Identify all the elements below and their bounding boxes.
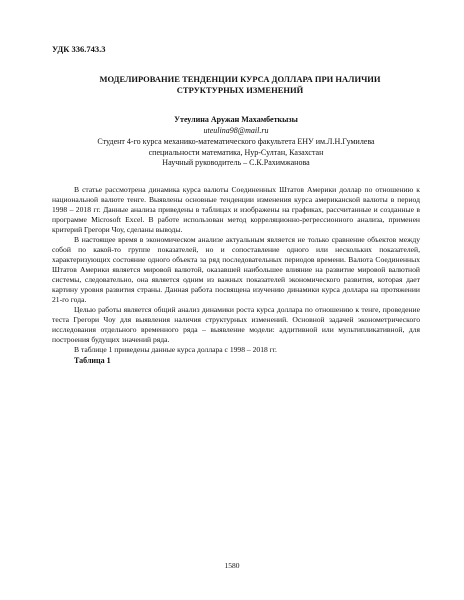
title-line-2: СТРУКТУРНЫХ ИЗМЕНЕНИЙ: [176, 84, 304, 95]
author-name: Утеулина Аружан Махамбеткызы: [174, 115, 298, 125]
udk-code: УДК 336.743.3: [52, 44, 106, 54]
author-affiliation-2: специальности математика, Нур-Султан, Казахстан: [148, 147, 324, 157]
paragraph-3: Целью работы является общий анализ динамики роста курса доллара по отношению к тенге, проведение теста Грегори Чоу для выявления наличия структурных изменений. Основной задачей эконометрического исследования отдельного временного ряда – выявление модели: аддитивной или мультипликативной, для построения будущих значений ряда.: [52, 305, 420, 345]
paragraph-1: В статье рассмотрена динамика курса валюты Соединенных Штатов Америки доллар по отношению к национальной валюте тенге. Выявлены основные тенденции изменения курса американской валюты в период 1998 – 2018 гг. Данные анализа приведены в таблицах и изображены на графиках, рассчитанные и созданные в программе Microsoft Excel. В работе использован метод корреляционно-регрессионного анализа, применен критерий Грегори Чоу, сделаны выводы.: [52, 185, 420, 235]
page-number: 1580: [224, 561, 240, 570]
author-block: [52, 115, 420, 169]
author-supervisor: Научный руководитель – С.К.Рахимжанова: [162, 158, 310, 168]
author-affiliation-1: Студент 4-го курса механико-математического факультета ЕНУ им.Л.Н.Гумилева: [97, 136, 375, 146]
article-body: [52, 185, 420, 355]
paragraph-2: В настоящее время в экономическом анализе актуальным является не только сравнение объектов между собой по какой-то группе показателей, но и сопоставление одного или нескольких показателей, характеризующих состояние одного объекта за ряд последовательных периодов времени. Валюта Соединенных Штатов Америки является мировой валютой, оказавшей наибольшее влияние на развитие мировой валютной системы, следовательно, она является одним из важных показателей экономического развития, которая дает картину уровня развития страны. Данная работа посвящена изучению динамики курса доллара на протяжении 21-го года.: [52, 235, 420, 305]
paragraph-4: В таблице 1 приведены данные курса доллара с 1998 – 2018 гг.: [74, 345, 277, 355]
title-line-1: МОДЕЛИРОВАНИЕ ТЕНДЕНЦИИ КУРСА ДОЛЛАРА ПРИ НАЛИЧИИ: [99, 74, 381, 84]
table-label: Таблица 1: [74, 355, 111, 365]
author-email: uteulina98@mail.ru: [203, 126, 269, 136]
article-title: [60, 74, 420, 95]
